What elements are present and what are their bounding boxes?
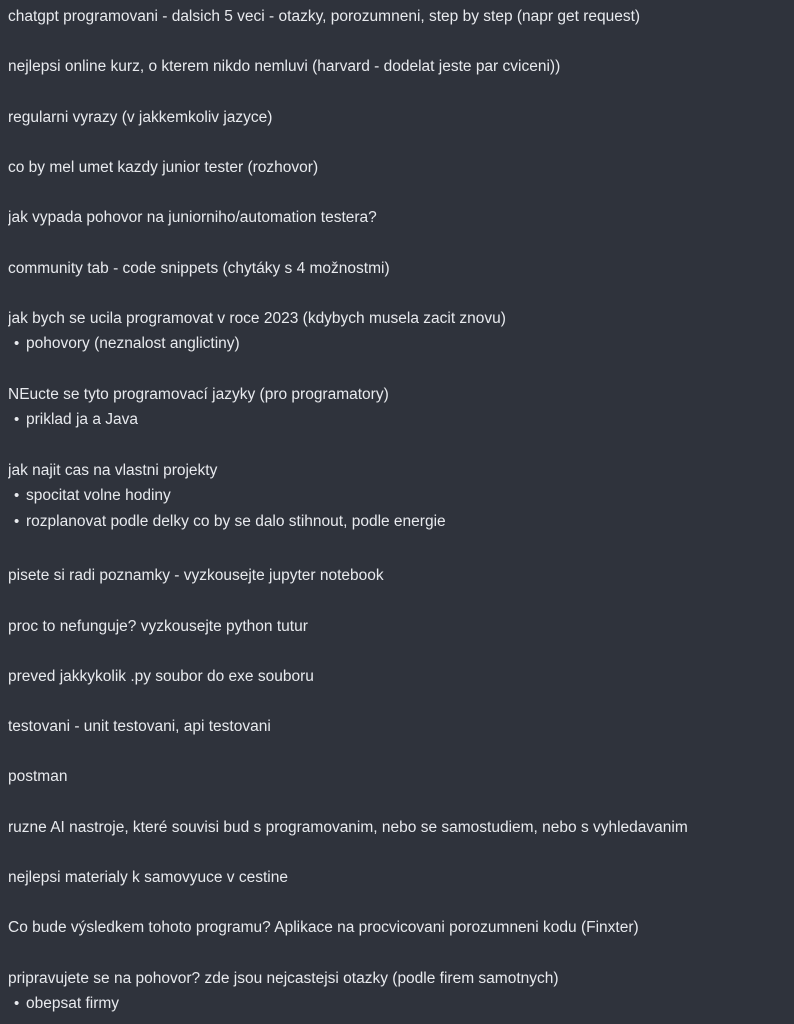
note-item [8, 666, 788, 691]
note-subitem-text: pohovory (neznalost anglictiny) [26, 335, 240, 352]
note-item [8, 6, 788, 31]
note-item [8, 56, 788, 81]
note-item [8, 817, 788, 842]
note-item [8, 258, 788, 283]
note-item [8, 766, 788, 791]
note-item [8, 384, 788, 435]
note-text: postman [8, 768, 68, 785]
note-subitem-text: obepsat firmy [26, 995, 120, 1012]
note-subitem [8, 485, 788, 511]
note-item [8, 917, 788, 942]
note-text: pripravujete se na pohovor? zde jsou nejcastejsi otazky (podle firem samotnych) [8, 970, 559, 987]
note-item [8, 107, 788, 132]
note-text: co by mel umet kazdy junior tester (rozhovor) [8, 159, 319, 176]
note-subitem [8, 333, 788, 359]
note-text: NEucte se tyto programovací jazyky (pro programatory) [8, 386, 389, 403]
note-text: proc to nefunguje? vyzkousejte python tutur [8, 618, 308, 635]
note-subitem [8, 993, 788, 1019]
note-item [8, 565, 788, 590]
note-item [8, 157, 788, 182]
note-text: chatgpt programovani - dalsich 5 veci - otazky, porozumneni, step by step (napr get request) [8, 8, 641, 25]
note-subitem-text: priklad ja a Java [26, 411, 139, 428]
note-text: jak bych se ucila programovat v roce 2023 (kdybych musela zacit znovu) [8, 310, 506, 327]
note-item [8, 460, 788, 537]
note-text: pisete si radi poznamky - vyzkousejte jupyter notebook [8, 567, 384, 584]
note-text: jak najit cas na vlastni projekty [8, 462, 218, 479]
note-text: jak vypada pohovor na juniorniho/automation testera? [8, 209, 377, 226]
note-item [8, 616, 788, 641]
note-text: Co bude výsledkem tohoto programu? Aplikace na procvicovani porozumneni kodu (Finxter) [8, 919, 639, 936]
note-subitem [8, 409, 788, 435]
note-text: regularni vyrazy (v jakkemkoliv jazyce) [8, 109, 273, 126]
note-subitem [8, 511, 788, 537]
note-subitem-text: rozplanovat podle delky co by se dalo stihnout, podle energie [26, 513, 446, 530]
note-item [8, 716, 788, 741]
bullet-icon: • [14, 487, 20, 504]
note-item [8, 207, 788, 232]
note-item [8, 867, 788, 892]
note-subitem-text: spocitat volne hodiny [26, 487, 171, 504]
note-text: community tab - code snippets (chytáky s 4 možnostmi) [8, 260, 390, 277]
bullet-icon: • [14, 513, 20, 530]
bullet-icon: • [14, 995, 20, 1012]
note-text: nejlepsi online kurz, o kterem nikdo nemluvi (harvard - dodelat jeste par cviceni)) [8, 58, 561, 75]
note-item [8, 968, 788, 1019]
bullet-icon: • [14, 335, 20, 352]
note-text: nejlepsi materialy k samovyuce v cestine [8, 869, 288, 886]
note-text: preved jakkykolik .py soubor do exe souboru [8, 668, 314, 685]
note-item [8, 308, 788, 359]
note-text: ruzne AI nastroje, které souvisi bud s programovanim, nebo se samostudiem, nebo s vyhledavanim [8, 819, 688, 836]
note-text: testovani - unit testovani, api testovani [8, 718, 271, 735]
bullet-icon: • [14, 411, 20, 428]
